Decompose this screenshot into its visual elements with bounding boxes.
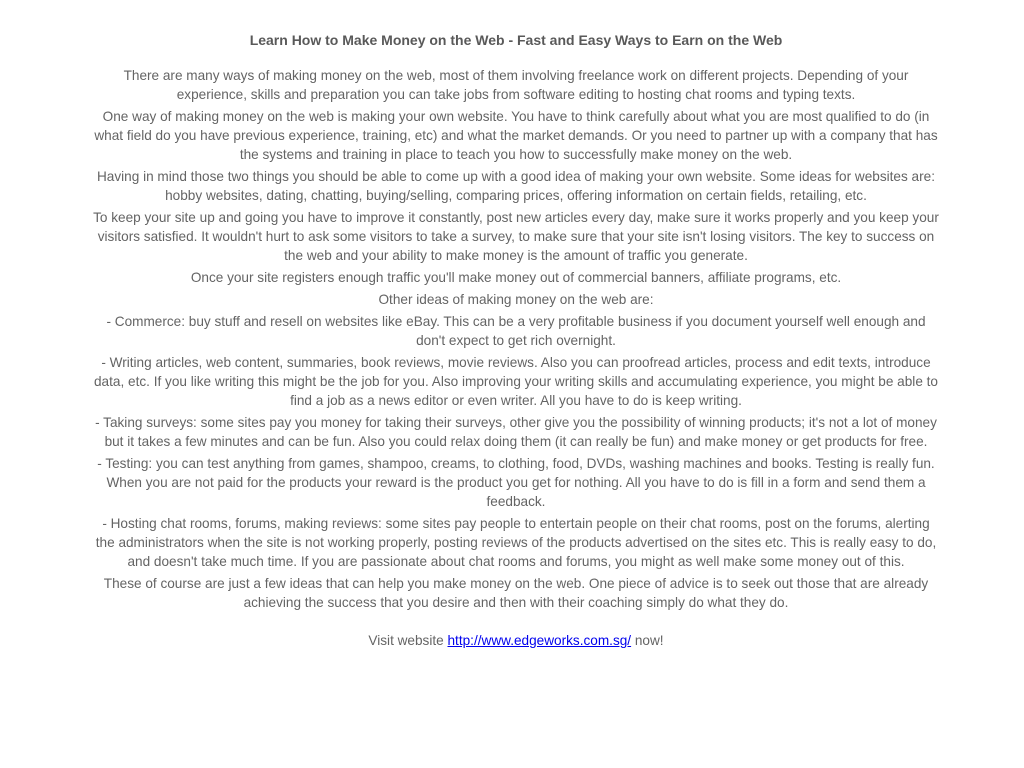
footer-suffix: now! <box>631 633 664 648</box>
paragraph-commerce: - Commerce: buy stuff and resell on websites like eBay. This can be a very profitable business if you document yourself well enough and don't expect to get rich overnight. <box>106 314 926 348</box>
paragraph-writing: - Writing articles, web content, summaries, book reviews, movie reviews. Also you can proofread articles, process and edit texts, introduce data, etc. If you like writing this might be the job for you. Also improving your writing skills and accumulating experience, you might be able to find a job as a news editor or even writer. All you have to do is keep writing. <box>94 355 938 408</box>
website-link[interactable]: http://www.edgeworks.com.sg/ <box>447 633 632 648</box>
paragraph-website-ideas: Having in mind those two things you should be able to come up with a good idea of making your own website. Some ideas for websites are: hobby websites, dating, chatting, buying/selling, comparing prices, offering information on certain fields, retailing, etc. <box>96 169 935 203</box>
paragraph-traffic: Once your site registers enough traffic you'll make money out of commercial banners, affiliate programs, etc. <box>190 270 842 285</box>
paragraph-conclusion: These of course are just a few ideas that can help you make money on the web. One piece of advice is to seek out those that are already achieving the success that you desire and then with their coaching simply do what they do. <box>103 576 929 610</box>
footer-line <box>92 631 940 650</box>
document-title: Learn How to Make Money on the Web - Fast and Easy Ways to Earn on the Web <box>249 32 783 48</box>
paragraph-intro: There are many ways of making money on the web, most of them involving freelance work on different projects. Depending of your experience, skills and preparation you can take jobs from software editing to hosting chat rooms and typing texts. <box>123 68 909 102</box>
paragraph-keep-site-up: To keep your site up and going you have to improve it constantly, post new articles every day, make sure it works properly and you keep your visitors satisfied. It wouldn't hurt to ask some visitors to take a survey, to make sure that your site isn't losing visitors. The key to success on the web and your ability to make money is the amount of traffic you generate. <box>93 210 939 263</box>
paragraph-hosting: - Hosting chat rooms, forums, making reviews: some sites pay people to entertain people on their chat rooms, post on the forums, alerting the administrators when the site is not working properly, posting reviews of the products advertised on the sites etc. This is really easy to do, and doesn't take much time. If you are passionate about chat rooms and forums, you might as well make some money out of this. <box>95 516 937 569</box>
footer-prefix: Visit website <box>368 633 448 648</box>
paragraph-testing: - Testing: you can test anything from games, shampoo, creams, to clothing, food, DVDs, washing machines and books. Testing is really fun. When you are not paid for the products your reward is the product you get for nothing. All you have to do is fill in a form and send them a feedback. <box>97 456 935 509</box>
document-slide <box>92 30 940 650</box>
paragraph-other-ideas: Other ideas of making money on the web are: <box>378 292 654 307</box>
paragraph-surveys: - Taking surveys: some sites pay you money for taking their surveys, other give you the possibility of winning products; it's not a lot of money but it takes a few minutes and can be fun. Also you could relax doing them (it can really be fun) and make money or get products for free. <box>95 415 937 449</box>
paragraph-own-website: One way of making money on the web is making your own website. You have to think carefully about what you are most qualified to do (in what field do you have previous experience, training, etc) and what the market demands. Or you need to partner up with a company that has the systems and training in place to teach you how to successfully make money on the web. <box>94 109 938 162</box>
